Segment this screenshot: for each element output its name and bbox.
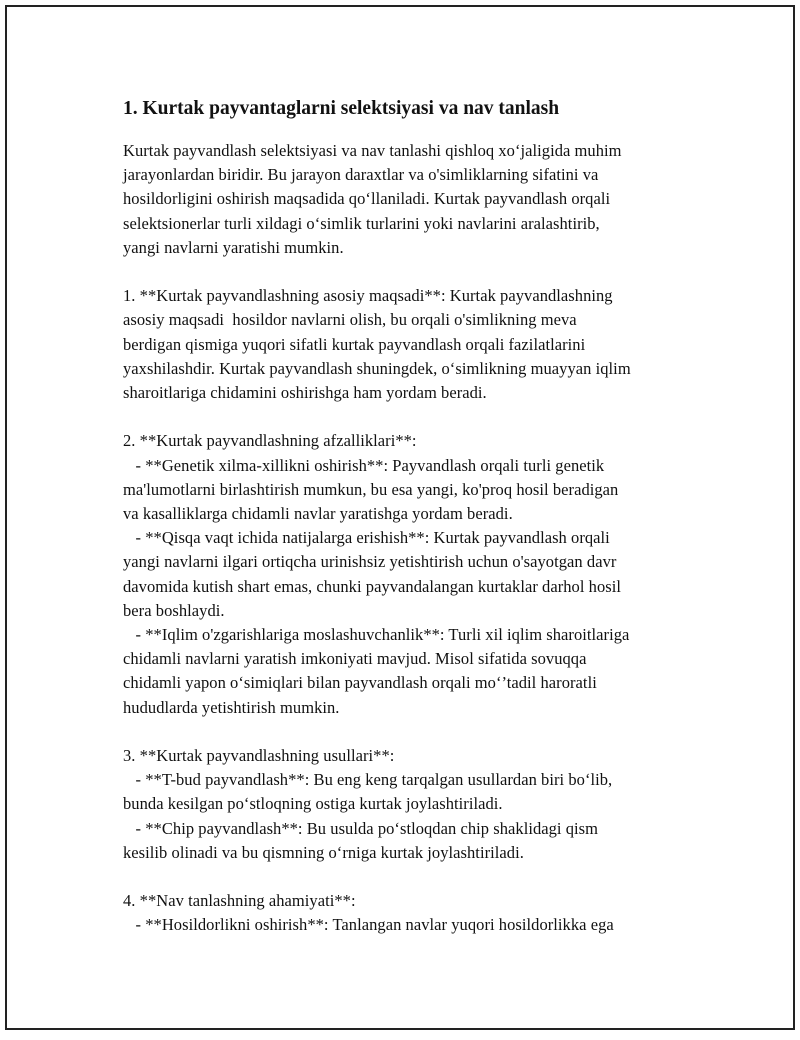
text-line: hududlarda yetishtirish mumkin.	[123, 697, 340, 717]
text-line: hosildorligini oshirish maqsadida qo‘llaniladi. Kurtak payvandlash orqali	[123, 189, 611, 209]
text-line: jarayonlardan biridir. Bu jarayon daraxtlar va o'simliklarning sifatini va	[123, 165, 599, 185]
text-line: 4. **Nav tanlashning ahamiyati**:	[123, 891, 356, 911]
paragraph	[123, 429, 703, 719]
section-heading: 1. Kurtak payvantaglarni selektsiyasi va nav tanlash	[123, 98, 560, 119]
paragraph-gap	[123, 260, 703, 284]
paragraph	[123, 139, 703, 260]
text-line: chidamli yapon o‘simiqlari bilan payvandlash orqali mo‘’tadil haroratli	[123, 673, 597, 693]
text-line: - **Chip payvandlash**: Bu usulda po‘stloqdan chip shaklidagi qism	[123, 818, 599, 838]
text-line: - **Hosildorlikni oshirish**: Tanlangan navlar yuqori hosildorlikka ega	[123, 915, 614, 935]
text-line: berdigan qismiga yuqori sifatli kurtak payvandlash orqali fazilatlarini	[123, 334, 586, 354]
paragraph	[123, 889, 703, 937]
text-line: yangi navlarni yaratishi mumkin.	[123, 237, 344, 257]
text-line: chidamli navlarni yaratish imkoniyati mavjud. Misol sifatida sovuqqa	[123, 649, 587, 669]
text-line: va kasalliklarga chidamli navlar yaratishga yordam beradi.	[123, 504, 513, 524]
paragraph	[123, 744, 703, 865]
text-line: kesilib olinadi va bu qismning o‘rniga kurtak joylashtiriladi.	[123, 842, 524, 862]
text-line: Kurtak payvandlash selektsiyasi va nav tanlashi qishloq xo‘jaligida muhim	[123, 141, 622, 160]
text-line: bunda kesilgan po‘stloqning ostiga kurtak joylashtiriladi.	[123, 794, 503, 814]
text-line: asosiy maqsadi hosildor navlarni olish, bu orqali o'simlikning meva	[123, 310, 577, 330]
paragraph-gap	[123, 720, 703, 744]
document-body	[123, 139, 703, 938]
paragraph-gap	[123, 865, 703, 889]
text-line: ma'lumotlarni birlashtirish mumkun, bu esa yangi, ko'proq hosil beradigan	[123, 479, 619, 499]
text-line: selektsionerlar turli xildagi o‘simlik turlarini yoki navlarini aralashtirib,	[123, 213, 600, 233]
text-line: 1. **Kurtak payvandlashning asosiy maqsadi**: Kurtak payvandlashning	[123, 286, 613, 306]
text-line: 3. **Kurtak payvandlashning usullari**:	[123, 746, 395, 766]
document-page	[5, 5, 795, 1030]
document-content	[123, 97, 703, 938]
text-line: - **Iqlim o'zgarishlariga moslashuvchanlik**: Turli xil iqlim sharoitlariga	[123, 625, 630, 645]
paragraph-gap	[123, 405, 703, 429]
text-line: - **T-bud payvandlash**: Bu eng keng tarqalgan usullardan biri bo‘lib,	[123, 770, 613, 790]
text-line: - **Genetik xilma-xillikni oshirish**: Payvandlash orqali turli genetik	[123, 455, 605, 475]
text-line: sharoitlariga chidamini oshirishga ham yordam beradi.	[123, 383, 487, 403]
text-line: bera boshlaydi.	[123, 600, 225, 620]
text-line: yaxshilashdir. Kurtak payvandlash shuningdek, o‘simlikning muayyan iqlim	[123, 358, 631, 378]
text-line: - **Qisqa vaqt ichida natijalarga erishish**: Kurtak payvandlash orqali	[123, 528, 610, 548]
text-line: 2. **Kurtak payvandlashning afzalliklari**:	[123, 431, 417, 451]
paragraph	[123, 284, 703, 405]
text-line: davomida kutish shart emas, chunki payvandalangan kurtaklar darhol hosil	[123, 576, 622, 596]
text-line: yangi navlarni ilgari ortiqcha urinishsiz yetishtirish uchun o'sayotgan davr	[123, 552, 617, 572]
